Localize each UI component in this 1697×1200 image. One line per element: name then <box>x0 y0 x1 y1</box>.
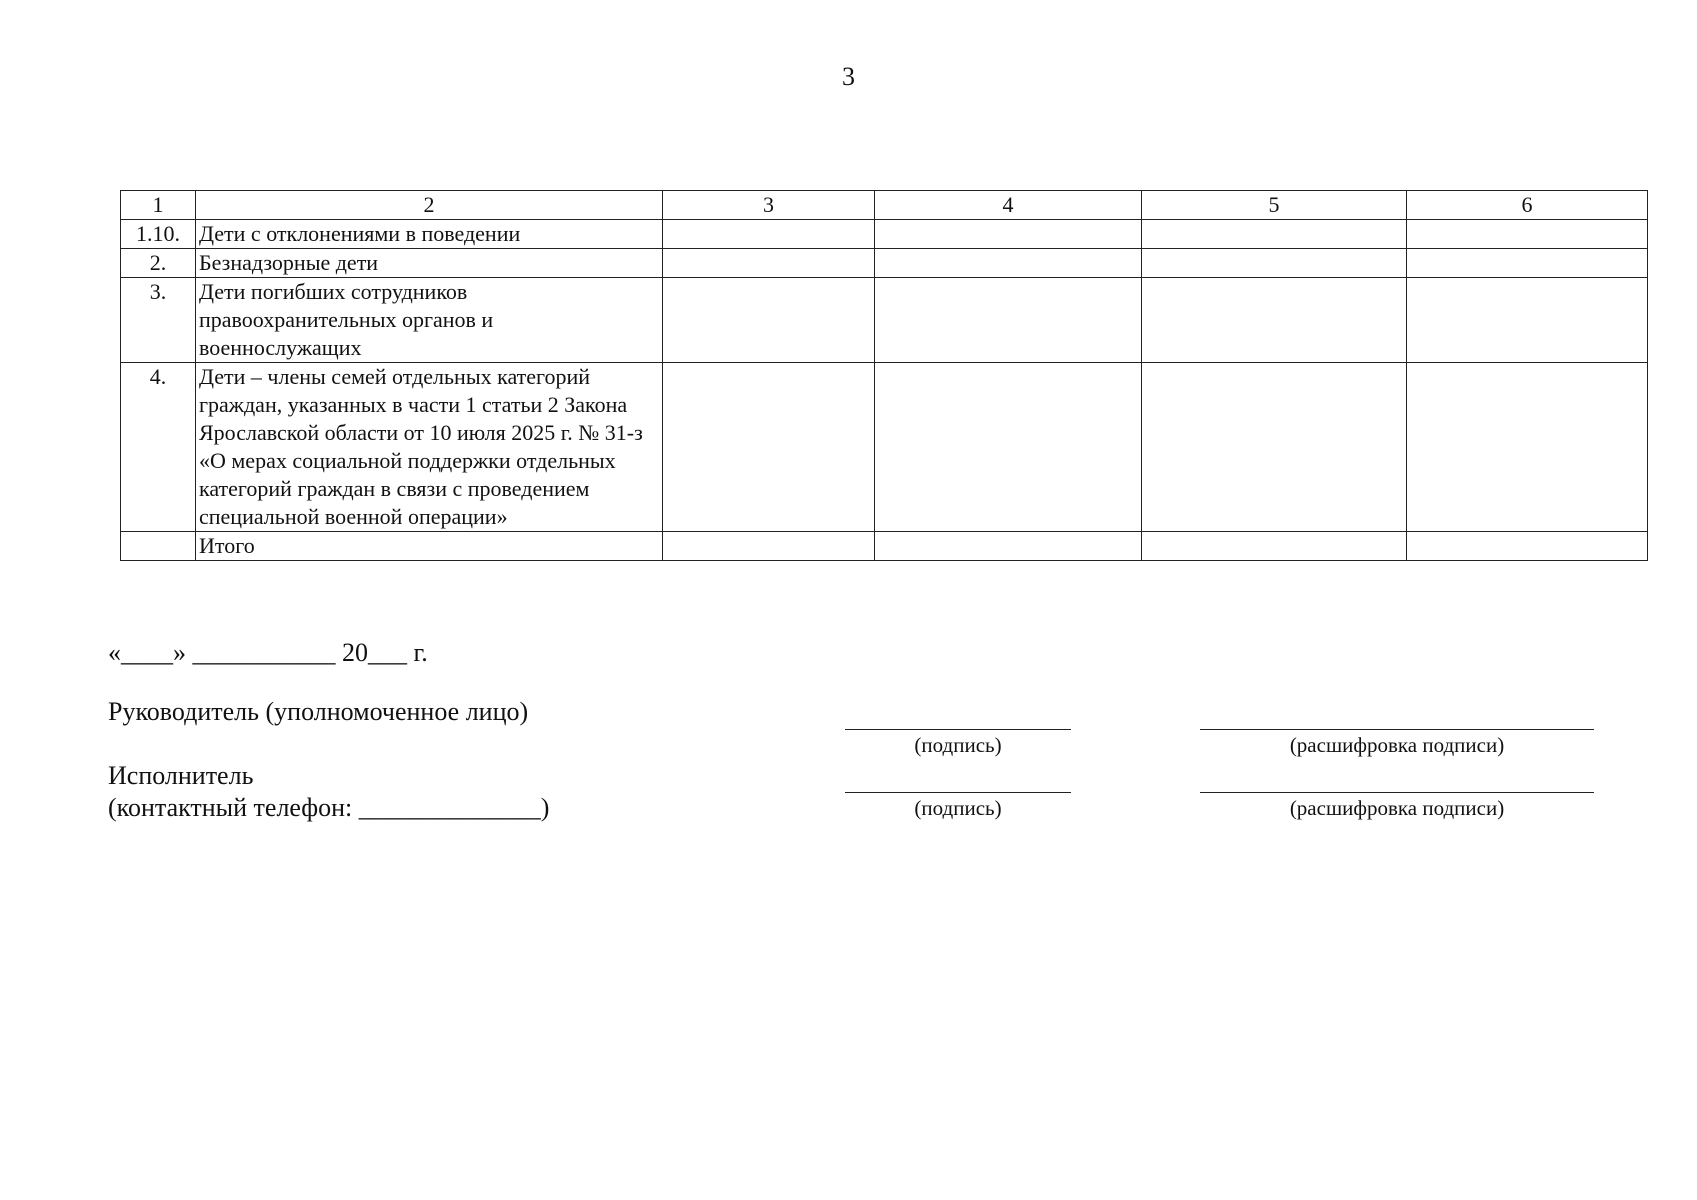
head-decoding-line <box>1200 729 1594 730</box>
column-header: 4 <box>875 191 1142 220</box>
column-header: 2 <box>196 191 663 220</box>
table-cell <box>1142 363 1407 532</box>
table-cell <box>1142 532 1407 561</box>
head-signature-line <box>845 729 1071 730</box>
executor-signature-caption: (подпись) <box>914 796 1002 820</box>
table-row-total <box>121 532 1648 561</box>
row-number: 2. <box>121 249 196 278</box>
table-cell <box>875 532 1142 561</box>
table-row <box>121 278 1648 363</box>
row-category: Дети погибших сотрудников правоохранительных органов и военнослужащих <box>196 278 663 363</box>
column-header: 5 <box>1142 191 1407 220</box>
row-number <box>121 532 196 561</box>
table-row <box>121 220 1648 249</box>
table-row <box>121 363 1648 532</box>
table-cell <box>875 363 1142 532</box>
table-cell <box>663 363 875 532</box>
table-cell <box>1407 363 1648 532</box>
table-header-row <box>121 191 1648 220</box>
table-cell <box>1407 220 1648 249</box>
head-signature-caption: (подпись) <box>914 733 1002 757</box>
head-decoding-caption: (расшифровка подписи) <box>1289 733 1505 757</box>
table-cell <box>663 220 875 249</box>
table-row <box>121 249 1648 278</box>
row-category: Дети – члены семей отдельных категорий граждан, указанных в части 1 статьи 2 Закона Ярославской области от 10 июля 2025 г. № 31-з «О мерах социальной поддержки отдельных категорий граждан в связи с проведением специальной военной операции» <box>196 363 663 532</box>
table-cell <box>1407 249 1648 278</box>
table-cell <box>1142 249 1407 278</box>
row-category: Безнадзорные дети <box>196 249 663 278</box>
column-header: 3 <box>663 191 875 220</box>
executor-signature-line <box>845 792 1071 793</box>
column-header: 6 <box>1407 191 1648 220</box>
report-table <box>120 190 1648 561</box>
table-cell <box>663 278 875 363</box>
table-cell <box>1407 532 1648 561</box>
column-header: 1 <box>121 191 196 220</box>
row-category: Итого <box>196 532 663 561</box>
date-line: «____» ___________ 20___ г. <box>108 638 428 667</box>
row-number: 1.10. <box>121 220 196 249</box>
table-cell <box>875 278 1142 363</box>
page-number: 3 <box>842 62 855 91</box>
table-cell <box>1407 278 1648 363</box>
row-category: Дети с отклонениями в поведении <box>196 220 663 249</box>
table-cell <box>875 249 1142 278</box>
head-label: Руководитель (уполномоченное лицо) <box>108 697 529 726</box>
row-number: 3. <box>121 278 196 363</box>
table-cell <box>1142 220 1407 249</box>
executor-label: Исполнитель <box>108 761 254 790</box>
row-number: 4. <box>121 363 196 532</box>
executor-decoding-caption: (расшифровка подписи) <box>1289 796 1505 820</box>
table-cell <box>1142 278 1407 363</box>
table-cell <box>663 532 875 561</box>
table-cell <box>875 220 1142 249</box>
table-cell <box>663 249 875 278</box>
executor-phone: (контактный телефон: ______________) <box>108 793 550 822</box>
executor-decoding-line <box>1200 792 1594 793</box>
